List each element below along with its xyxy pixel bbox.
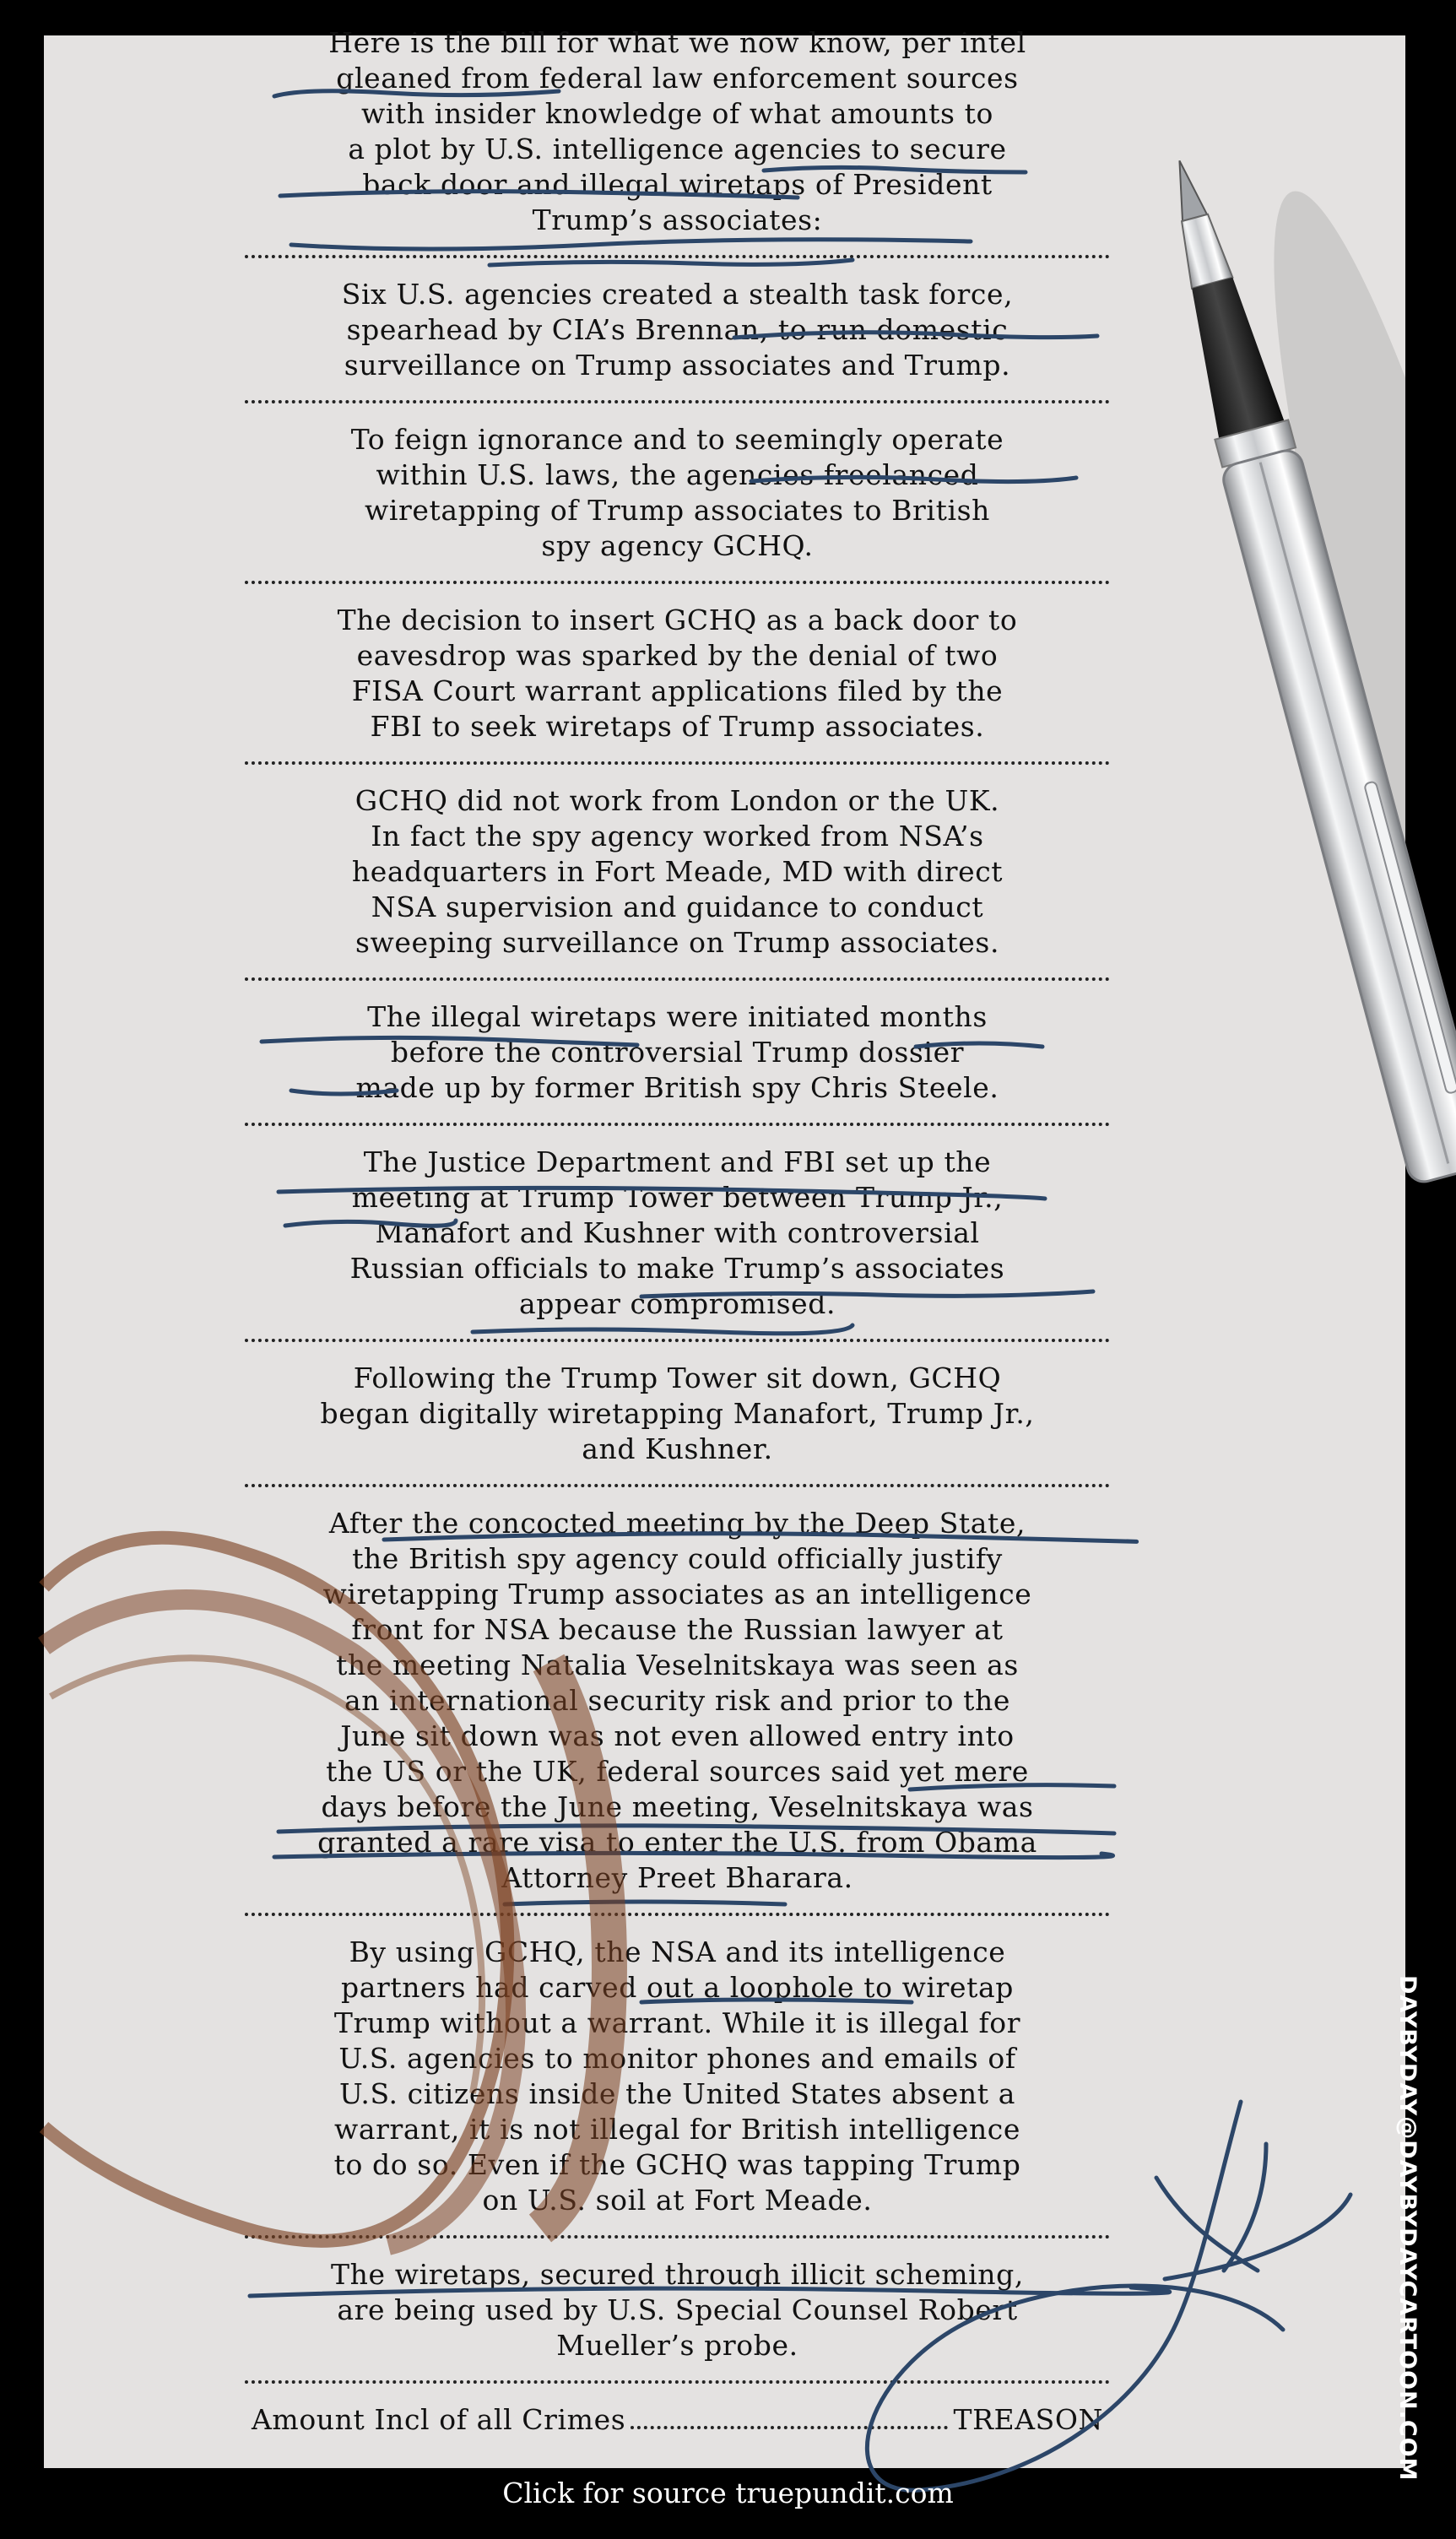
receipt-line: and Kushner. bbox=[582, 1432, 773, 1465]
dotted-divider bbox=[245, 255, 1110, 258]
receipt-line: partners had carved out a loophole to wiretap bbox=[340, 1971, 1014, 2004]
receipt-line: wiretapping of Trump associates to British bbox=[365, 494, 990, 527]
receipt-line: Mueller’s probe. bbox=[556, 2329, 798, 2362]
source-link[interactable]: Click for source truepundit.com bbox=[502, 2477, 954, 2509]
receipt-line: are being used by U.S. Special Counsel Robert bbox=[337, 2293, 1018, 2326]
cartoonist-credit: DAYBYDAY@DAYBYDAYCARTOON.COM bbox=[1394, 1975, 1421, 2482]
dotted-divider bbox=[245, 581, 1110, 584]
receipt-total-row bbox=[228, 2402, 1127, 2438]
receipt-paragraph-deep-state bbox=[228, 1506, 1127, 1896]
receipt-line: headquarters in Fort Meade, MD with direct bbox=[351, 855, 1004, 888]
receipt-line: surveillance on Trump associates and Trump. bbox=[344, 349, 1011, 382]
receipt-line: FISA Court warrant applications filed by the bbox=[351, 674, 1004, 707]
receipt-line: U.S. citizens inside the United States absent a bbox=[338, 2077, 1016, 2110]
receipt-line: To feign ignorance and to seemingly operate bbox=[350, 423, 1004, 456]
dotted-divider bbox=[245, 1484, 1110, 1487]
dotted-divider bbox=[245, 1123, 1110, 1126]
receipt-line: Following the Trump Tower sit down, GCHQ bbox=[353, 1362, 1002, 1394]
receipt-line: sweeping surveillance on Trump associates. bbox=[355, 926, 1000, 959]
receipt-paragraph-mueller bbox=[228, 2257, 1127, 2363]
receipt-line: within U.S. laws, the agencies freelanced bbox=[376, 458, 979, 491]
receipt-line: days before the June meeting, Veselnitskaya was bbox=[321, 1790, 1034, 1823]
receipt-line: front for NSA because the Russian lawyer at bbox=[351, 1613, 1004, 1646]
receipt-line: eavesdrop was sparked by the denial of two bbox=[356, 639, 999, 672]
receipt-line: before the controversial Trump dossier bbox=[390, 1036, 965, 1069]
receipt-line: The illegal wiretaps were initiated months bbox=[367, 1000, 988, 1033]
receipt-line: In fact the spy agency worked from NSA’s bbox=[371, 820, 984, 853]
receipt-paragraph-sit-down bbox=[228, 1361, 1127, 1467]
receipt-line: After the concocted meeting by the Deep State, bbox=[328, 1507, 1026, 1540]
receipt-line: the meeting Natalia Veselnitskaya was seen as bbox=[336, 1648, 1019, 1681]
receipt-line: By using GCHQ, the NSA and its intelligence bbox=[349, 1935, 1006, 1968]
receipt-line: meeting at Trump Tower between Trump Jr., bbox=[351, 1181, 1004, 1214]
receipt-line: made up by former British spy Chris Steele. bbox=[355, 1071, 999, 1104]
receipt-line: Manafort and Kushner with controversial bbox=[375, 1216, 980, 1249]
receipt-line: Trump without a warrant. While it is illegal for bbox=[333, 2006, 1021, 2039]
receipt-line: warrant, it is not illegal for British intelligence bbox=[333, 2113, 1021, 2146]
receipt-total-label: Amount Incl of all Crimes bbox=[252, 2403, 626, 2436]
receipt-line: GCHQ did not work from London or the UK. bbox=[355, 784, 1000, 817]
receipt-line: Trump’s associates: bbox=[532, 203, 823, 236]
dotted-divider bbox=[245, 2235, 1110, 2239]
receipt-line: U.S. agencies to monitor phones and emails of bbox=[338, 2042, 1016, 2075]
dotted-divider bbox=[245, 1339, 1110, 1342]
receipt-line: appear compromised. bbox=[518, 1287, 836, 1320]
receipt-line: gleaned from federal law enforcement sources bbox=[336, 62, 1019, 95]
receipt-line: spearhead by CIA’s Brennan, to run domestic bbox=[346, 313, 1009, 346]
receipt-line: back door and illegal wiretaps of President bbox=[362, 168, 993, 201]
receipt-total-value: TREASON bbox=[953, 2403, 1103, 2436]
receipt-line: on U.S. soil at Fort Meade. bbox=[482, 2184, 873, 2217]
dotted-leader bbox=[631, 2402, 948, 2429]
dotted-divider bbox=[245, 977, 1110, 981]
dotted-divider bbox=[245, 400, 1110, 403]
receipt-paragraph-task-force bbox=[228, 277, 1127, 383]
receipt-line: The decision to insert GCHQ as a back door to bbox=[337, 604, 1018, 636]
receipt-bill bbox=[228, 25, 1127, 2438]
receipt-line: granted a rare visa to enter the U.S. from Obama bbox=[317, 1826, 1037, 1859]
receipt-line: Russian officials to make Trump’s associates bbox=[349, 1252, 1005, 1285]
receipt-paragraph-fort-meade bbox=[228, 783, 1127, 961]
receipt-paragraph-intro bbox=[228, 25, 1127, 238]
receipt-paragraph-loophole bbox=[228, 1935, 1127, 2218]
receipt-line: the British spy agency could officially justify bbox=[352, 1542, 1003, 1575]
receipt-paragraph-trump-tower bbox=[228, 1145, 1127, 1322]
receipt-line: spy agency GCHQ. bbox=[541, 529, 814, 562]
receipt-line: FBI to seek wiretaps of Trump associates. bbox=[370, 710, 985, 743]
dotted-divider bbox=[245, 1913, 1110, 1916]
receipt-line: Six U.S. agencies created a stealth task force, bbox=[341, 278, 1014, 311]
receipt-line: began digitally wiretapping Manafort, Trump Jr., bbox=[320, 1397, 1035, 1430]
receipt-line: to do so. Even if the GCHQ was tapping Trump bbox=[333, 2148, 1021, 2181]
dotted-divider bbox=[245, 761, 1110, 765]
receipt-paragraph-fisa bbox=[228, 603, 1127, 744]
receipt-line: a plot by U.S. intelligence agencies to secure bbox=[348, 133, 1007, 165]
receipt-line: Here is the bill for what we now know, per intel bbox=[328, 26, 1026, 59]
receipt-line: Attorney Preet Bharara. bbox=[501, 1861, 853, 1894]
receipt-line: NSA supervision and guidance to conduct bbox=[371, 891, 984, 923]
receipt-line: the US or the UK, federal sources said yet mere bbox=[326, 1755, 1029, 1788]
receipt-line: with insider knowledge of what amounts to bbox=[361, 97, 993, 130]
receipt-line: wiretapping Trump associates as an intelligence bbox=[322, 1578, 1032, 1611]
receipt-line: The wiretaps, secured through illicit scheming, bbox=[331, 2258, 1024, 2291]
receipt-line: The Justice Department and FBI set up the bbox=[363, 1145, 992, 1178]
receipt-line: June sit down was not even allowed entry into bbox=[340, 1719, 1015, 1752]
receipt-paragraph-dossier bbox=[228, 999, 1127, 1106]
receipt-paragraph-gchq-freelance bbox=[228, 422, 1127, 564]
receipt-line: an international security risk and prior to the bbox=[344, 1684, 1011, 1717]
dotted-divider bbox=[245, 2380, 1110, 2384]
